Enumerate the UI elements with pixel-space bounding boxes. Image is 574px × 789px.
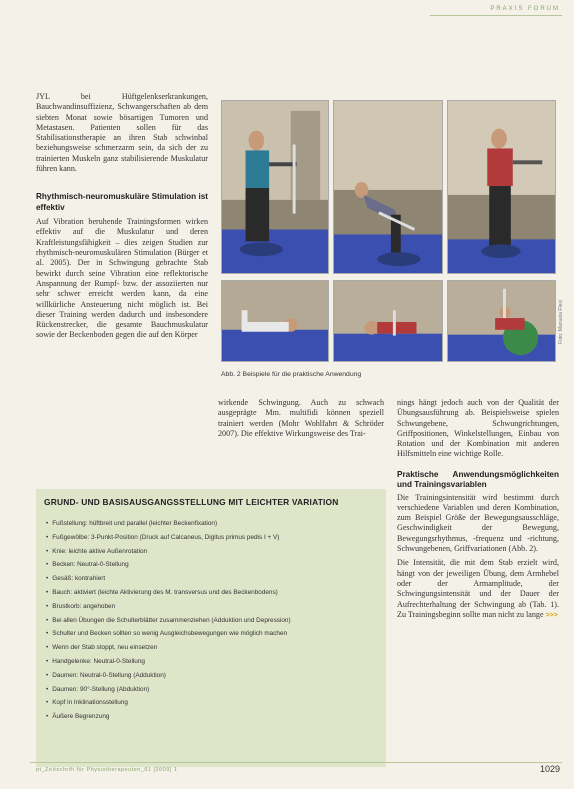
photo-bent-over [333, 100, 443, 274]
journal-footer: pt_Zeitschrift für Physiotherapeuten_61 [2009] 1 [36, 767, 178, 773]
right-paragraph-2: Die Trainingsintensität wird bestimmt durch verschiedene Variablen und deren Kombination, zum Beispiel Größe der Bewegungsausschläge, Geschwindigkeit der Bewegung, Bewegungsrhythmus, -frequenz und -richtung, Schwungebenen, Griffvariationen (Abb. 2). [397, 492, 559, 554]
left-column [36, 92, 208, 341]
continue-arrow-icon: >>> [545, 611, 558, 619]
list-item: • Daumen: Neutral-0-Stellung (Adduktion) [46, 669, 386, 683]
middle-column: wirkende Schwingung. Auch zu schwach ausgeprägte Mm. multifidi können speziell trainiert werden (Mohr Wohlfahrt & Schröder 2007). Die effektive Wirkungsweise des Trai- [218, 398, 384, 438]
left-paragraph-1: JYL bei Hüftgelenkserkrankungen, Bauchwandinsuffizienz, Schwangerschaften ab dem siebten Monat sowie bösartigen Tumoren und Metastasen. Patienten sollen für das Stabilisationstherapie an ihren Stab schwinbal beziehungsweise schmerzarm sein, da sich der zu trainierten Muskeln ganz stabilisierende Muskulatur führen kann. [36, 92, 208, 174]
subhead-practical: Praktische Anwendungsmöglichkeiten und Trainingsvariablen [397, 469, 559, 490]
right-paragraph-3 [397, 558, 559, 621]
figure-caption: Abb. 2 Beispiele für die praktische Anwendung [221, 371, 362, 378]
list-item: • Handgelenke: Neutral-0-Stellung [46, 655, 386, 669]
info-box-list [46, 517, 386, 724]
info-box-title: GRUND- UND BASISAUSGANGSSTELLUNG MIT LEICHTER VARIATION [44, 497, 339, 507]
list-item: • Knie: leichte aktive Außenrotation [46, 545, 386, 559]
footer-rule [30, 762, 562, 763]
photo-standing-man [447, 100, 556, 274]
list-item: • Fußgewölbe: 3-Punkt-Position (Druck auf Calcaneus, Digitus primus pedis I + V) [46, 531, 386, 545]
running-header: PRAXIS FORUM [490, 6, 560, 12]
header-rule [430, 15, 562, 16]
list-item: • Bauch: aktiviert (leichte Aktivierung des M. transversus und des Beckenbodens) [46, 586, 386, 600]
page-number: 1029 [539, 764, 560, 774]
photo-ball-exercise [447, 280, 556, 362]
info-box [36, 489, 386, 767]
list-item: • Schulter und Becken sollten so wenig Ausgleichsbewegungen wie möglich machen [46, 627, 386, 641]
subhead-stimulation: Rhythmisch-neuromuskuläre Stimulation ist effektiv [36, 192, 208, 212]
list-item: • Bei allen Übungen die Schulterblätter zusammenziehen (Adduktion und Depression) [46, 614, 386, 628]
list-item: • Wenn der Stab stoppt, neu einsetzen [46, 641, 386, 655]
photo-lying-side [333, 280, 443, 362]
list-item: • Äußere Begrenzung [46, 710, 386, 724]
left-paragraph-2: Auf Vibration beruhende Trainingsformen wirken effektiv auf die Muskulatur und deren Kraftleistungsfähigkeit – dies zeigen Studien zur rhythmisch-neuromuskulären Stimulation (Bürger et al. 2005). Der in Schwingung gebrachte Stab bewirkt durch seine Vibration eine reflektorische Anspannung der Rumpf- bzw. der assoziierten nur sehr schwer erreicht werden kann, da eine willkürliche Ansteuerung nicht möglich ist. Bei dieser Training werden dadurch und insbesondere Rückenstrecker, die gesamte Bauchmuskulatur sowie der Beckenboden gegen die auf den Körper [36, 217, 208, 340]
right-column [397, 398, 559, 625]
list-item: • Brustkorb: angehoben [46, 600, 386, 614]
right-paragraph-1: nings hängt jedoch auch von der Qualität der Übungsausführung ab. Beispielsweise spielen Schwungebene, Schwungrichtungen, Griffpositionen, Winkelstellungen, Einbau von Rotation und der Kombination mit anderen Hilfsmitteln eine wichtige Rolle. [397, 398, 559, 459]
list-item: • Gesäß: kontrahiert [46, 572, 386, 586]
right-paragraph-3-text: Die Intensität, die mit dem Stab erzielt wird, hängt von der jeweiligen Übung, dem Armhebel oder der Armamplitude, der Schwingungsintensität und der Dauer der Aufrechterhaltung der Schwingung ab (Tab. 1). Zu Trainingsbeginn sollte man nicht zu lange [397, 558, 559, 619]
list-item: • Becken: Neutral-0-Stellung [46, 558, 386, 572]
photo-standing-front [221, 100, 329, 274]
list-item: • Daumen: 90°-Stellung (Abduktion) [46, 683, 386, 697]
exercise-photo-grid [221, 100, 556, 362]
list-item: • Fußstellung: hüftbreit und parallel (leichter Beckenfixation) [46, 517, 386, 531]
photo-credit: Foto: Manuela Flexi [558, 300, 564, 344]
photo-lying-supine [221, 280, 329, 362]
list-item: • Kopf in Inklinationsstellung [46, 696, 386, 710]
